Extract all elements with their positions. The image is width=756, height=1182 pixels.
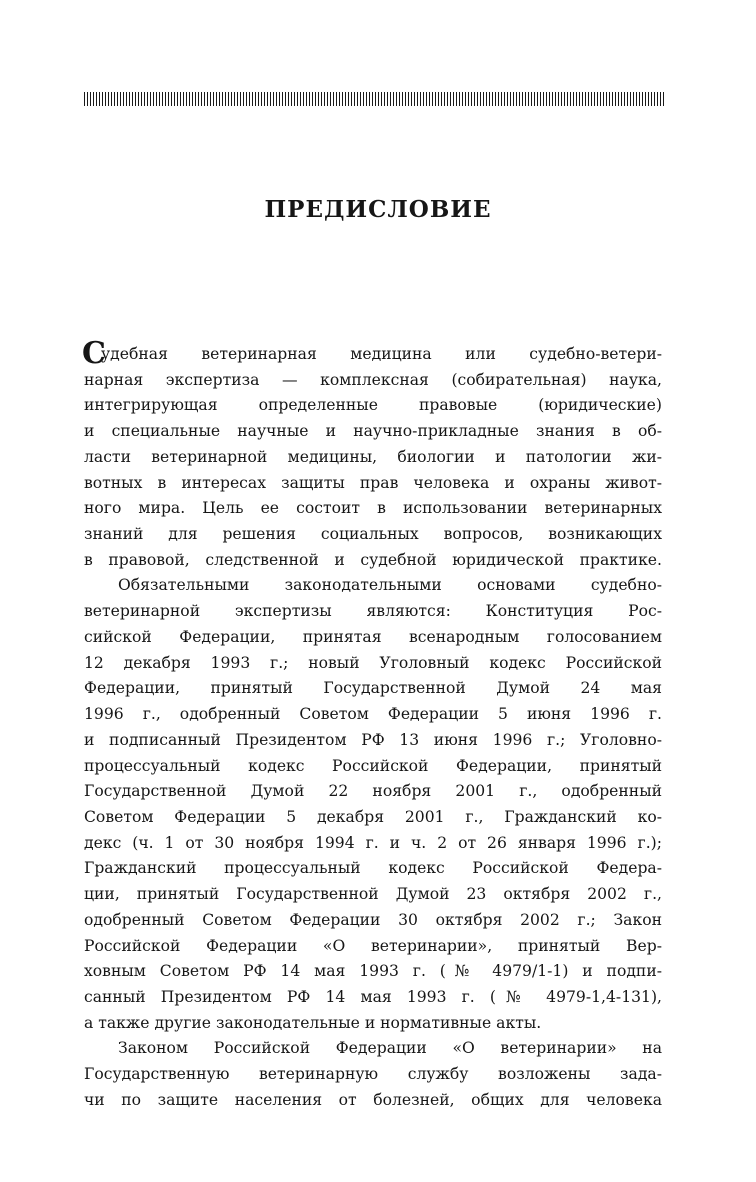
paragraph-1-line-8: знаний для решения социальных вопросов, возникающих bbox=[84, 525, 662, 544]
paragraph-2-line-4: 12 декабря 1993 г.; новый Уголовный кодекс Российской bbox=[84, 653, 662, 672]
paragraph-2-line-9: Государственной Думой 22 ноября 2001 г., одобренный bbox=[84, 782, 662, 801]
paragraph-1-line-2: нарная экспертиза — комплексная (собирательная) наука, bbox=[84, 370, 662, 389]
paragraph-2-line-6: 1996 г., одобренный Советом Федерации 5 июня 1996 г. bbox=[84, 705, 662, 724]
body-text bbox=[82, 336, 662, 1114]
paragraph-2-line-18: а также другие законодательные и нормативные акты. bbox=[84, 1013, 542, 1032]
paragraph-1-line-6: вотных в интересах защиты прав человека и охраны живот- bbox=[84, 473, 662, 492]
drop-cap: С bbox=[82, 336, 106, 371]
paragraph-3-line-1: Законом Российской Федерации «О ветеринарии» на bbox=[118, 1039, 662, 1058]
paragraph-1-line-9: в правовой, следственной и судебной юридической практике. bbox=[84, 550, 662, 569]
paragraph-1-line-5: ласти ветеринарной медицины, биологии и патологии жи- bbox=[84, 447, 662, 466]
paragraph-2-line-5: Федерации, принятый Государственной Думой 24 мая bbox=[84, 679, 662, 698]
paragraph-2-line-11: декс (ч. 1 от 30 ноября 1994 г. и ч. 2 от 26 января 1996 г.); bbox=[84, 833, 662, 852]
paragraph-2-line-16: ховным Советом РФ 14 мая 1993 г. (№ 4979/1-1) и подпи- bbox=[84, 962, 662, 981]
paragraph-2-line-10: Советом Федерации 5 декабря 2001 г., Гражданский ко- bbox=[84, 807, 662, 826]
paragraph-3-line-3: чи по защите населения от болезней, общих для человека bbox=[84, 1090, 662, 1109]
page-title: ПРЕДИСЛОВИЕ bbox=[264, 196, 492, 223]
paragraph-2-line-14: одобренный Советом Федерации 30 октября 2002 г.; Закон bbox=[84, 910, 662, 929]
paragraph-2-line-8: процессуальный кодекс Российской Федерации, принятый bbox=[84, 756, 662, 775]
paragraph-2-line-12: Гражданский процессуальный кодекс Российской Федера- bbox=[84, 859, 662, 878]
paragraph-2-line-3: сийской Федерации, принятая всенародным голосованием bbox=[84, 627, 662, 646]
paragraph-1-line-1 bbox=[82, 336, 662, 371]
paragraph-2-line-1: Обязательными законодательными основами судебно- bbox=[118, 576, 662, 595]
paragraph-2-line-15: Российской Федерации «О ветеринарии», принятый Вер- bbox=[84, 936, 662, 955]
paragraph-2-line-2: ветеринарной экспертизы являются: Конституция Рос- bbox=[84, 602, 662, 621]
paragraph-2-line-7: и подписанный Президентом РФ 13 июня 1996 г.; Уголовно- bbox=[84, 730, 662, 749]
paragraph-1-line-3: интегрирующая определенные правовые (юридические) bbox=[84, 396, 662, 415]
paragraph-1-line-7: ного мира. Цель ее состоит в использовании ветеринарных bbox=[84, 499, 662, 518]
paragraph-1-line-4: и специальные научные и научно-прикладные знания в об- bbox=[84, 422, 662, 441]
paragraph-2-line-13: ции, принятый Государственной Думой 23 октября 2002 г., bbox=[84, 885, 662, 904]
header-rule bbox=[84, 92, 664, 106]
paragraph-3-line-2: Государственную ветеринарную службу возложены зада- bbox=[84, 1065, 662, 1084]
paragraph-2-line-17: санный Президентом РФ 14 мая 1993 г. (№ 4979-1,4-131), bbox=[84, 987, 662, 1006]
paragraph-1-line-1-text: удебная ветеринарная медицина или судебно-ветери- bbox=[101, 345, 662, 363]
